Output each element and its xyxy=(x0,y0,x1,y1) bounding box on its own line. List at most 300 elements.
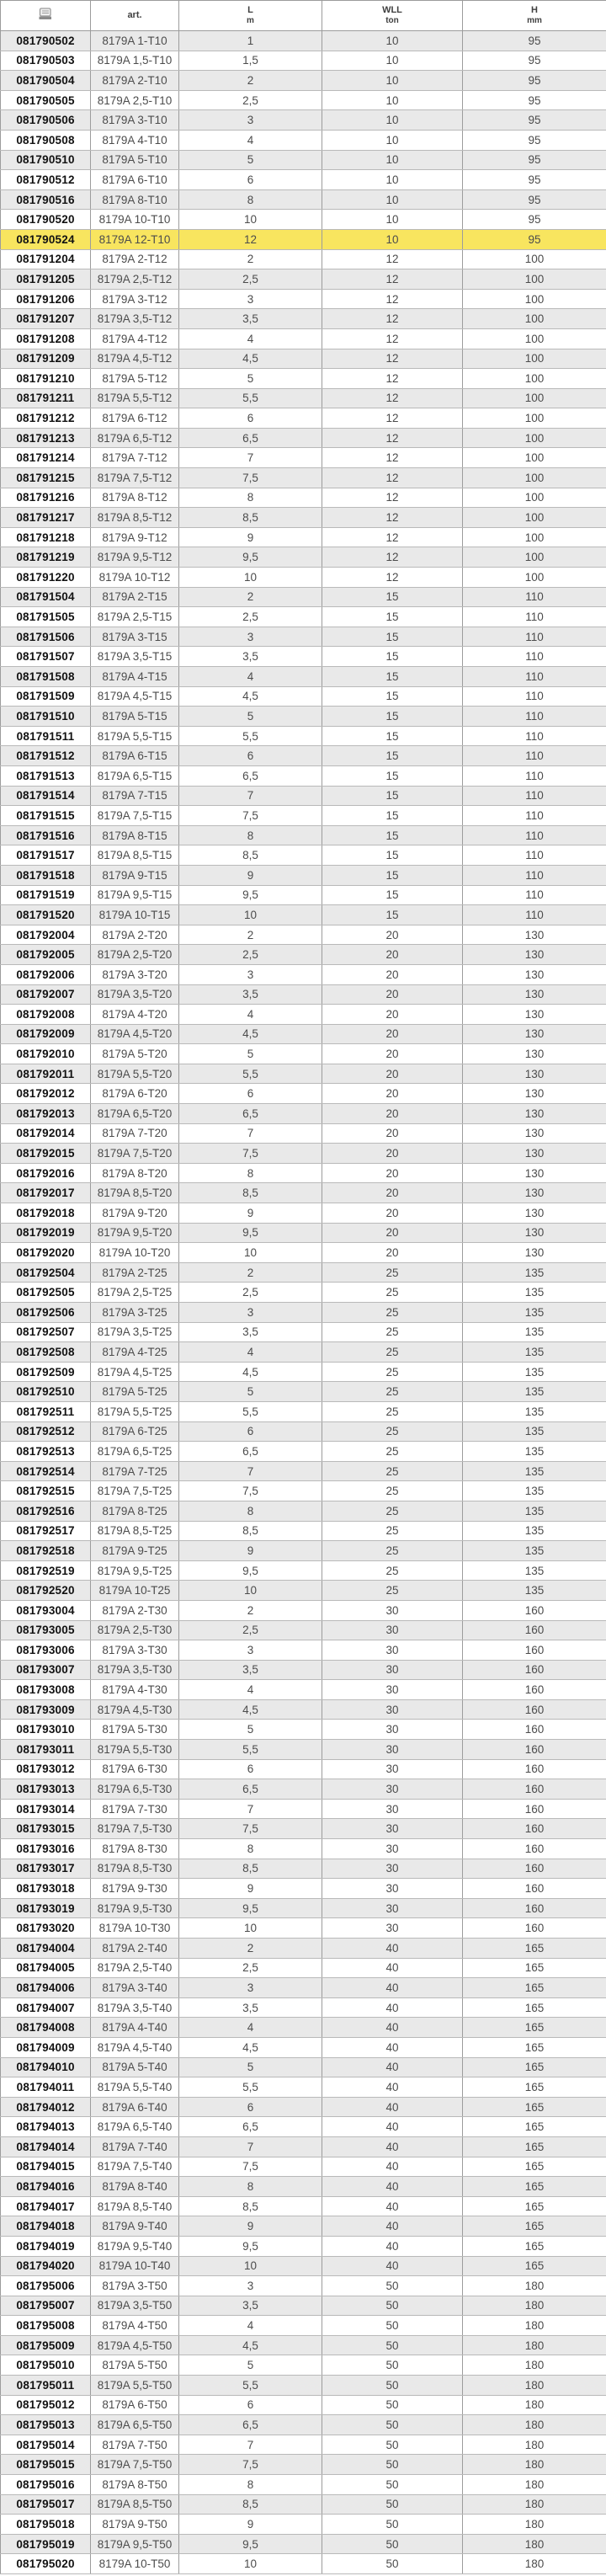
art-cell: 8179A 4-T12 xyxy=(91,328,179,349)
length-cell: 7,5 xyxy=(179,2455,322,2475)
wll-cell: 10 xyxy=(322,229,463,249)
table-row[interactable] xyxy=(1,1322,606,1342)
wll-cell: 12 xyxy=(322,269,463,290)
table-row[interactable] xyxy=(1,130,606,150)
art-cell: 8179A 8,5-T15 xyxy=(91,845,179,866)
table-row[interactable] xyxy=(1,2136,606,2157)
table-row[interactable] xyxy=(1,2077,606,2098)
table-row[interactable] xyxy=(1,1064,606,1084)
art-cell: 8179A 6,5-T20 xyxy=(91,1104,179,1124)
table-row[interactable] xyxy=(1,1859,606,1879)
table-row[interactable] xyxy=(1,1939,606,1959)
table-row[interactable] xyxy=(1,2316,606,2336)
wll-cell: 20 xyxy=(322,1223,463,1243)
table-row[interactable] xyxy=(1,1521,606,1541)
table-row[interactable] xyxy=(1,1699,606,1720)
wll-cell: 10 xyxy=(322,210,463,230)
table-row[interactable] xyxy=(1,2494,606,2515)
length-cell: 2,5 xyxy=(179,1958,322,1978)
art-cell: 8179A 5,5-T20 xyxy=(91,1064,179,1084)
length-cell: 10 xyxy=(179,2256,322,2276)
art-cell: 8179A 8-T25 xyxy=(91,1501,179,1521)
table-row[interactable] xyxy=(1,328,606,349)
table-row[interactable] xyxy=(1,2376,606,2396)
table-row[interactable] xyxy=(1,1024,606,1044)
wll-cell: 50 xyxy=(322,2455,463,2475)
table-row[interactable] xyxy=(1,2097,606,2117)
table-row[interactable] xyxy=(1,1461,606,1481)
height-cell: 180 xyxy=(463,2554,606,2574)
table-row[interactable] xyxy=(1,1600,606,1620)
code-cell: 081792020 xyxy=(1,1243,91,1263)
wll-cell: 40 xyxy=(322,2177,463,2197)
art-cell: 8179A 3-T15 xyxy=(91,627,179,647)
height-cell: 95 xyxy=(463,150,606,170)
art-cell: 8179A 9-T20 xyxy=(91,1203,179,1224)
art-cell: 8179A 5-T15 xyxy=(91,707,179,727)
table-row[interactable] xyxy=(1,1978,606,1998)
length-cell: 8 xyxy=(179,2177,322,2197)
table-row[interactable] xyxy=(1,1223,606,1243)
code-cell: 081795016 xyxy=(1,2475,91,2495)
table-row[interactable] xyxy=(1,1044,606,1064)
length-cell: 8 xyxy=(179,1163,322,1183)
table-row[interactable] xyxy=(1,1481,606,1501)
wll-cell: 10 xyxy=(322,110,463,131)
table-row[interactable] xyxy=(1,1401,606,1421)
art-cell: 8179A 7,5-T30 xyxy=(91,1819,179,1839)
table-row[interactable] xyxy=(1,150,606,170)
table-row[interactable] xyxy=(1,2395,606,2415)
wll-cell: 25 xyxy=(322,1401,463,1421)
art-cell: 8179A 6-T40 xyxy=(91,2097,179,2117)
code-cell: 081791218 xyxy=(1,527,91,547)
height-cell: 130 xyxy=(463,1005,606,1025)
table-row[interactable] xyxy=(1,2177,606,2197)
length-cell: 3 xyxy=(179,1640,322,1661)
art-cell: 8179A 5-T30 xyxy=(91,1720,179,1740)
table-row[interactable] xyxy=(1,686,606,707)
height-cell: 135 xyxy=(463,1461,606,1481)
table-row[interactable] xyxy=(1,1779,606,1800)
length-cell: 7,5 xyxy=(179,468,322,488)
height-cell: 180 xyxy=(463,2494,606,2515)
code-cell: 081791512 xyxy=(1,746,91,766)
table-row[interactable] xyxy=(1,2455,606,2475)
height-cell: 130 xyxy=(463,964,606,984)
table-row[interactable] xyxy=(1,945,606,965)
code-cell: 081793010 xyxy=(1,1720,91,1740)
length-cell: 7,5 xyxy=(179,1819,322,1839)
code-cell: 081792507 xyxy=(1,1322,91,1342)
table-row[interactable] xyxy=(1,448,606,468)
table-row[interactable] xyxy=(1,1303,606,1323)
wll-cell: 25 xyxy=(322,1461,463,1481)
length-cell: 10 xyxy=(179,1918,322,1939)
wll-cell: 50 xyxy=(322,2316,463,2336)
wll-cell: 15 xyxy=(322,647,463,667)
length-cell: 6 xyxy=(179,746,322,766)
table-row[interactable] xyxy=(1,229,606,249)
code-cell: 081791506 xyxy=(1,627,91,647)
table-row[interactable] xyxy=(1,2335,606,2355)
length-cell: 6 xyxy=(179,1759,322,1779)
art-cell: 8179A 3-T30 xyxy=(91,1640,179,1661)
height-cell: 130 xyxy=(463,1104,606,1124)
art-cell: 8179A 7,5-T25 xyxy=(91,1481,179,1501)
table-row[interactable] xyxy=(1,2157,606,2177)
table-row[interactable] xyxy=(1,1759,606,1779)
height-cell: 165 xyxy=(463,1958,606,1978)
height-cell: 135 xyxy=(463,1501,606,1521)
wll-cell: 20 xyxy=(322,1243,463,1263)
length-cell: 3 xyxy=(179,1978,322,1998)
table-row[interactable] xyxy=(1,2196,606,2216)
art-cell: 8179A 6-T20 xyxy=(91,1084,179,1104)
table-row[interactable] xyxy=(1,607,606,627)
table-row[interactable] xyxy=(1,349,606,369)
table-row[interactable] xyxy=(1,309,606,329)
catalog-icon xyxy=(36,8,55,20)
art-cell: 8179A 6,5-T12 xyxy=(91,428,179,448)
code-cell: 081792515 xyxy=(1,1481,91,1501)
length-cell: 5 xyxy=(179,1720,322,1740)
table-row[interactable] xyxy=(1,488,606,508)
table-row[interactable] xyxy=(1,1342,606,1363)
art-cell: 8179A 8,5-T20 xyxy=(91,1183,179,1203)
table-row[interactable] xyxy=(1,2515,606,2535)
table-row[interactable] xyxy=(1,2534,606,2554)
table-row[interactable] xyxy=(1,1839,606,1859)
table-row[interactable] xyxy=(1,765,606,786)
table-row[interactable] xyxy=(1,2057,606,2077)
wll-cell: 12 xyxy=(322,408,463,429)
art-cell: 8179A 3,5-T15 xyxy=(91,647,179,667)
length-column-unit: m xyxy=(247,16,254,26)
table-row[interactable] xyxy=(1,2296,606,2316)
wll-cell: 10 xyxy=(322,51,463,71)
table-row[interactable] xyxy=(1,170,606,190)
art-cell: 8179A 5,5-T50 xyxy=(91,2376,179,2396)
table-row[interactable] xyxy=(1,1898,606,1918)
table-row[interactable] xyxy=(1,825,606,845)
table-row[interactable] xyxy=(1,1640,606,1661)
table-row[interactable] xyxy=(1,786,606,806)
art-cell: 8179A 9,5-T40 xyxy=(91,2236,179,2256)
length-cell: 7 xyxy=(179,1461,322,1481)
code-cell: 081792511 xyxy=(1,1401,91,1421)
table-row[interactable] xyxy=(1,587,606,607)
table-row[interactable] xyxy=(1,1104,606,1124)
art-cell: 8179A 9-T25 xyxy=(91,1541,179,1561)
height-column-unit: mm xyxy=(527,16,542,26)
length-cell: 4 xyxy=(179,1342,322,1363)
wll-cell: 25 xyxy=(322,1283,463,1303)
code-cell: 081792510 xyxy=(1,1382,91,1402)
table-row[interactable] xyxy=(1,210,606,230)
code-cell: 081792513 xyxy=(1,1442,91,1462)
table-row[interactable] xyxy=(1,1283,606,1303)
length-cell: 8 xyxy=(179,1839,322,1859)
height-cell: 180 xyxy=(463,2355,606,2376)
wll-cell: 12 xyxy=(322,369,463,389)
length-cell: 4 xyxy=(179,2316,322,2336)
code-cell: 081795009 xyxy=(1,2335,91,2355)
table-row[interactable] xyxy=(1,647,606,667)
length-cell: 12 xyxy=(179,229,322,249)
table-row[interactable] xyxy=(1,964,606,984)
table-row[interactable] xyxy=(1,71,606,91)
table-row[interactable] xyxy=(1,1819,606,1839)
table-row[interactable] xyxy=(1,388,606,408)
table-row[interactable] xyxy=(1,1005,606,1025)
table-row[interactable] xyxy=(1,1581,606,1601)
art-cell: 8179A 3-T10 xyxy=(91,110,179,131)
code-cell: 081792512 xyxy=(1,1421,91,1442)
art-cell: 8179A 3,5-T12 xyxy=(91,309,179,329)
art-cell: 8179A 9,5-T20 xyxy=(91,1223,179,1243)
code-cell: 081794017 xyxy=(1,2196,91,2216)
code-cell: 081794020 xyxy=(1,2256,91,2276)
code-cell: 081794016 xyxy=(1,2177,91,2197)
table-row[interactable] xyxy=(1,1879,606,1899)
height-cell: 180 xyxy=(463,2376,606,2396)
length-cell: 9,5 xyxy=(179,885,322,905)
wll-cell: 20 xyxy=(322,1183,463,1203)
art-cell: 8179A 1,5-T10 xyxy=(91,51,179,71)
height-cell: 135 xyxy=(463,1342,606,1363)
table-row[interactable] xyxy=(1,726,606,746)
art-cell: 8179A 4,5-T50 xyxy=(91,2335,179,2355)
code-cell: 081791510 xyxy=(1,707,91,727)
code-cell: 081795007 xyxy=(1,2296,91,2316)
art-cell: 8179A 3,5-T40 xyxy=(91,1997,179,2018)
table-row[interactable] xyxy=(1,845,606,866)
code-cell: 081791504 xyxy=(1,587,91,607)
wll-cell: 15 xyxy=(322,786,463,806)
table-row[interactable] xyxy=(1,2276,606,2296)
table-row[interactable] xyxy=(1,1680,606,1700)
art-cell: 8179A 9,5-T12 xyxy=(91,547,179,568)
length-cell: 4,5 xyxy=(179,1024,322,1044)
table-row[interactable] xyxy=(1,2256,606,2276)
table-row[interactable] xyxy=(1,568,606,588)
table-row[interactable] xyxy=(1,885,606,905)
table-row[interactable] xyxy=(1,1720,606,1740)
code-cell: 081795010 xyxy=(1,2355,91,2376)
code-cell: 081794007 xyxy=(1,1997,91,2018)
table-row[interactable] xyxy=(1,1501,606,1521)
table-row[interactable] xyxy=(1,1442,606,1462)
art-cell: 8179A 9-T30 xyxy=(91,1879,179,1899)
length-cell: 4 xyxy=(179,328,322,349)
code-cell: 081795018 xyxy=(1,2515,91,2535)
height-cell: 100 xyxy=(463,428,606,448)
wll-cell: 20 xyxy=(322,1024,463,1044)
art-cell: 8179A 3-T50 xyxy=(91,2276,179,2296)
wll-cell: 25 xyxy=(322,1581,463,1601)
code-cell: 081792005 xyxy=(1,945,91,965)
table-row[interactable] xyxy=(1,2355,606,2376)
code-cell: 081790503 xyxy=(1,51,91,71)
table-row[interactable] xyxy=(1,1918,606,1939)
table-row[interactable] xyxy=(1,1243,606,1263)
art-cell: 8179A 7,5-T20 xyxy=(91,1144,179,1164)
code-cell: 081792514 xyxy=(1,1461,91,1481)
table-row[interactable] xyxy=(1,2415,606,2435)
table-row[interactable] xyxy=(1,707,606,727)
length-cell: 10 xyxy=(179,210,322,230)
table-row[interactable] xyxy=(1,369,606,389)
code-cell: 081793015 xyxy=(1,1819,91,1839)
table-row[interactable] xyxy=(1,2216,606,2237)
table-row[interactable] xyxy=(1,1123,606,1144)
table-row[interactable] xyxy=(1,1740,606,1760)
code-cell: 081792518 xyxy=(1,1541,91,1561)
wll-cell: 30 xyxy=(322,1680,463,1700)
table-row[interactable] xyxy=(1,547,606,568)
art-cell: 8179A 4-T10 xyxy=(91,130,179,150)
height-cell: 110 xyxy=(463,746,606,766)
table-row[interactable] xyxy=(1,51,606,71)
table-row[interactable] xyxy=(1,1799,606,1819)
table-row[interactable] xyxy=(1,667,606,687)
table-row[interactable] xyxy=(1,110,606,131)
wll-cell: 15 xyxy=(322,825,463,845)
code-cell: 081791509 xyxy=(1,686,91,707)
table-row[interactable] xyxy=(1,925,606,945)
wll-cell: 40 xyxy=(322,1997,463,2018)
table-row[interactable] xyxy=(1,2435,606,2455)
height-cell: 110 xyxy=(463,667,606,687)
height-cell: 160 xyxy=(463,1898,606,1918)
art-cell: 8179A 7,5-T50 xyxy=(91,2455,179,2475)
table-row[interactable] xyxy=(1,468,606,488)
height-cell: 100 xyxy=(463,448,606,468)
table-row[interactable] xyxy=(1,1163,606,1183)
code-cell: 081793014 xyxy=(1,1799,91,1819)
code-cell: 081794015 xyxy=(1,2157,91,2177)
code-cell: 081793017 xyxy=(1,1859,91,1879)
code-cell: 081794011 xyxy=(1,2077,91,2098)
length-cell: 2 xyxy=(179,587,322,607)
table-row[interactable] xyxy=(1,806,606,826)
wll-cell: 10 xyxy=(322,31,463,51)
code-cell: 081791220 xyxy=(1,568,91,588)
table-row[interactable] xyxy=(1,2475,606,2495)
art-cell: 8179A 7,5-T12 xyxy=(91,468,179,488)
length-cell: 4,5 xyxy=(179,1699,322,1720)
table-row[interactable] xyxy=(1,2018,606,2038)
length-cell: 3 xyxy=(179,2276,322,2296)
table-row[interactable] xyxy=(1,2037,606,2057)
table-row[interactable] xyxy=(1,984,606,1005)
length-cell: 6,5 xyxy=(179,1442,322,1462)
table-row[interactable] xyxy=(1,1620,606,1640)
wll-cell: 50 xyxy=(322,2494,463,2515)
wll-cell: 25 xyxy=(322,1521,463,1541)
art-cell: 8179A 3-T12 xyxy=(91,289,179,309)
wll-cell: 12 xyxy=(322,448,463,468)
table-row[interactable] xyxy=(1,1997,606,2018)
table-row[interactable] xyxy=(1,408,606,429)
height-cell: 100 xyxy=(463,349,606,369)
table-row[interactable] xyxy=(1,1382,606,1402)
table-row[interactable] xyxy=(1,1958,606,1978)
table-row[interactable] xyxy=(1,2554,606,2574)
length-cell: 3,5 xyxy=(179,2296,322,2316)
table-row[interactable] xyxy=(1,189,606,210)
length-cell: 6 xyxy=(179,1421,322,1442)
length-cell: 9 xyxy=(179,527,322,547)
table-row[interactable] xyxy=(1,1262,606,1283)
table-row[interactable] xyxy=(1,865,606,885)
table-row[interactable] xyxy=(1,627,606,647)
table-row[interactable] xyxy=(1,1362,606,1382)
art-cell: 8179A 6-T30 xyxy=(91,1759,179,1779)
height-cell: 135 xyxy=(463,1442,606,1462)
wll-cell: 50 xyxy=(322,2376,463,2396)
code-cell: 081792014 xyxy=(1,1123,91,1144)
height-cell: 100 xyxy=(463,547,606,568)
code-cell: 081792010 xyxy=(1,1044,91,1064)
wll-cell: 15 xyxy=(322,607,463,627)
code-cell: 081791210 xyxy=(1,369,91,389)
table-row[interactable] xyxy=(1,905,606,925)
code-cell: 081790506 xyxy=(1,110,91,131)
table-row[interactable] xyxy=(1,746,606,766)
table-row[interactable] xyxy=(1,1560,606,1581)
length-cell: 6 xyxy=(179,170,322,190)
length-cell: 6,5 xyxy=(179,428,322,448)
table-row[interactable] xyxy=(1,1660,606,1680)
height-cell: 160 xyxy=(463,1839,606,1859)
height-cell: 160 xyxy=(463,1819,606,1839)
wll-cell: 25 xyxy=(322,1303,463,1323)
code-cell: 081793016 xyxy=(1,1839,91,1859)
table-row[interactable] xyxy=(1,1203,606,1224)
art-column-label: art. xyxy=(127,10,142,21)
wll-cell: 30 xyxy=(322,1759,463,1779)
length-cell: 1 xyxy=(179,31,322,51)
length-cell: 2,5 xyxy=(179,945,322,965)
table-row[interactable] xyxy=(1,289,606,309)
table-row[interactable] xyxy=(1,249,606,269)
table-row[interactable] xyxy=(1,2236,606,2256)
code-cell: 081794008 xyxy=(1,2018,91,2038)
table-row[interactable] xyxy=(1,508,606,528)
table-row[interactable] xyxy=(1,269,606,290)
table-row[interactable] xyxy=(1,1183,606,1203)
length-cell: 8 xyxy=(179,825,322,845)
table-row[interactable] xyxy=(1,1541,606,1561)
table-row[interactable] xyxy=(1,31,606,51)
table-row[interactable] xyxy=(1,1144,606,1164)
table-row[interactable] xyxy=(1,1421,606,1442)
table-row[interactable] xyxy=(1,2117,606,2137)
wll-column-unit: ton xyxy=(385,16,399,26)
wll-cell: 15 xyxy=(322,667,463,687)
table-row[interactable] xyxy=(1,1084,606,1104)
height-cell: 135 xyxy=(463,1303,606,1323)
table-row[interactable] xyxy=(1,90,606,110)
art-cell: 8179A 3,5-T25 xyxy=(91,1322,179,1342)
table-row[interactable] xyxy=(1,527,606,547)
table-row[interactable] xyxy=(1,428,606,448)
length-cell: 2 xyxy=(179,1939,322,1959)
art-cell: 8179A 3-T40 xyxy=(91,1978,179,1998)
wll-cell: 20 xyxy=(322,1044,463,1064)
